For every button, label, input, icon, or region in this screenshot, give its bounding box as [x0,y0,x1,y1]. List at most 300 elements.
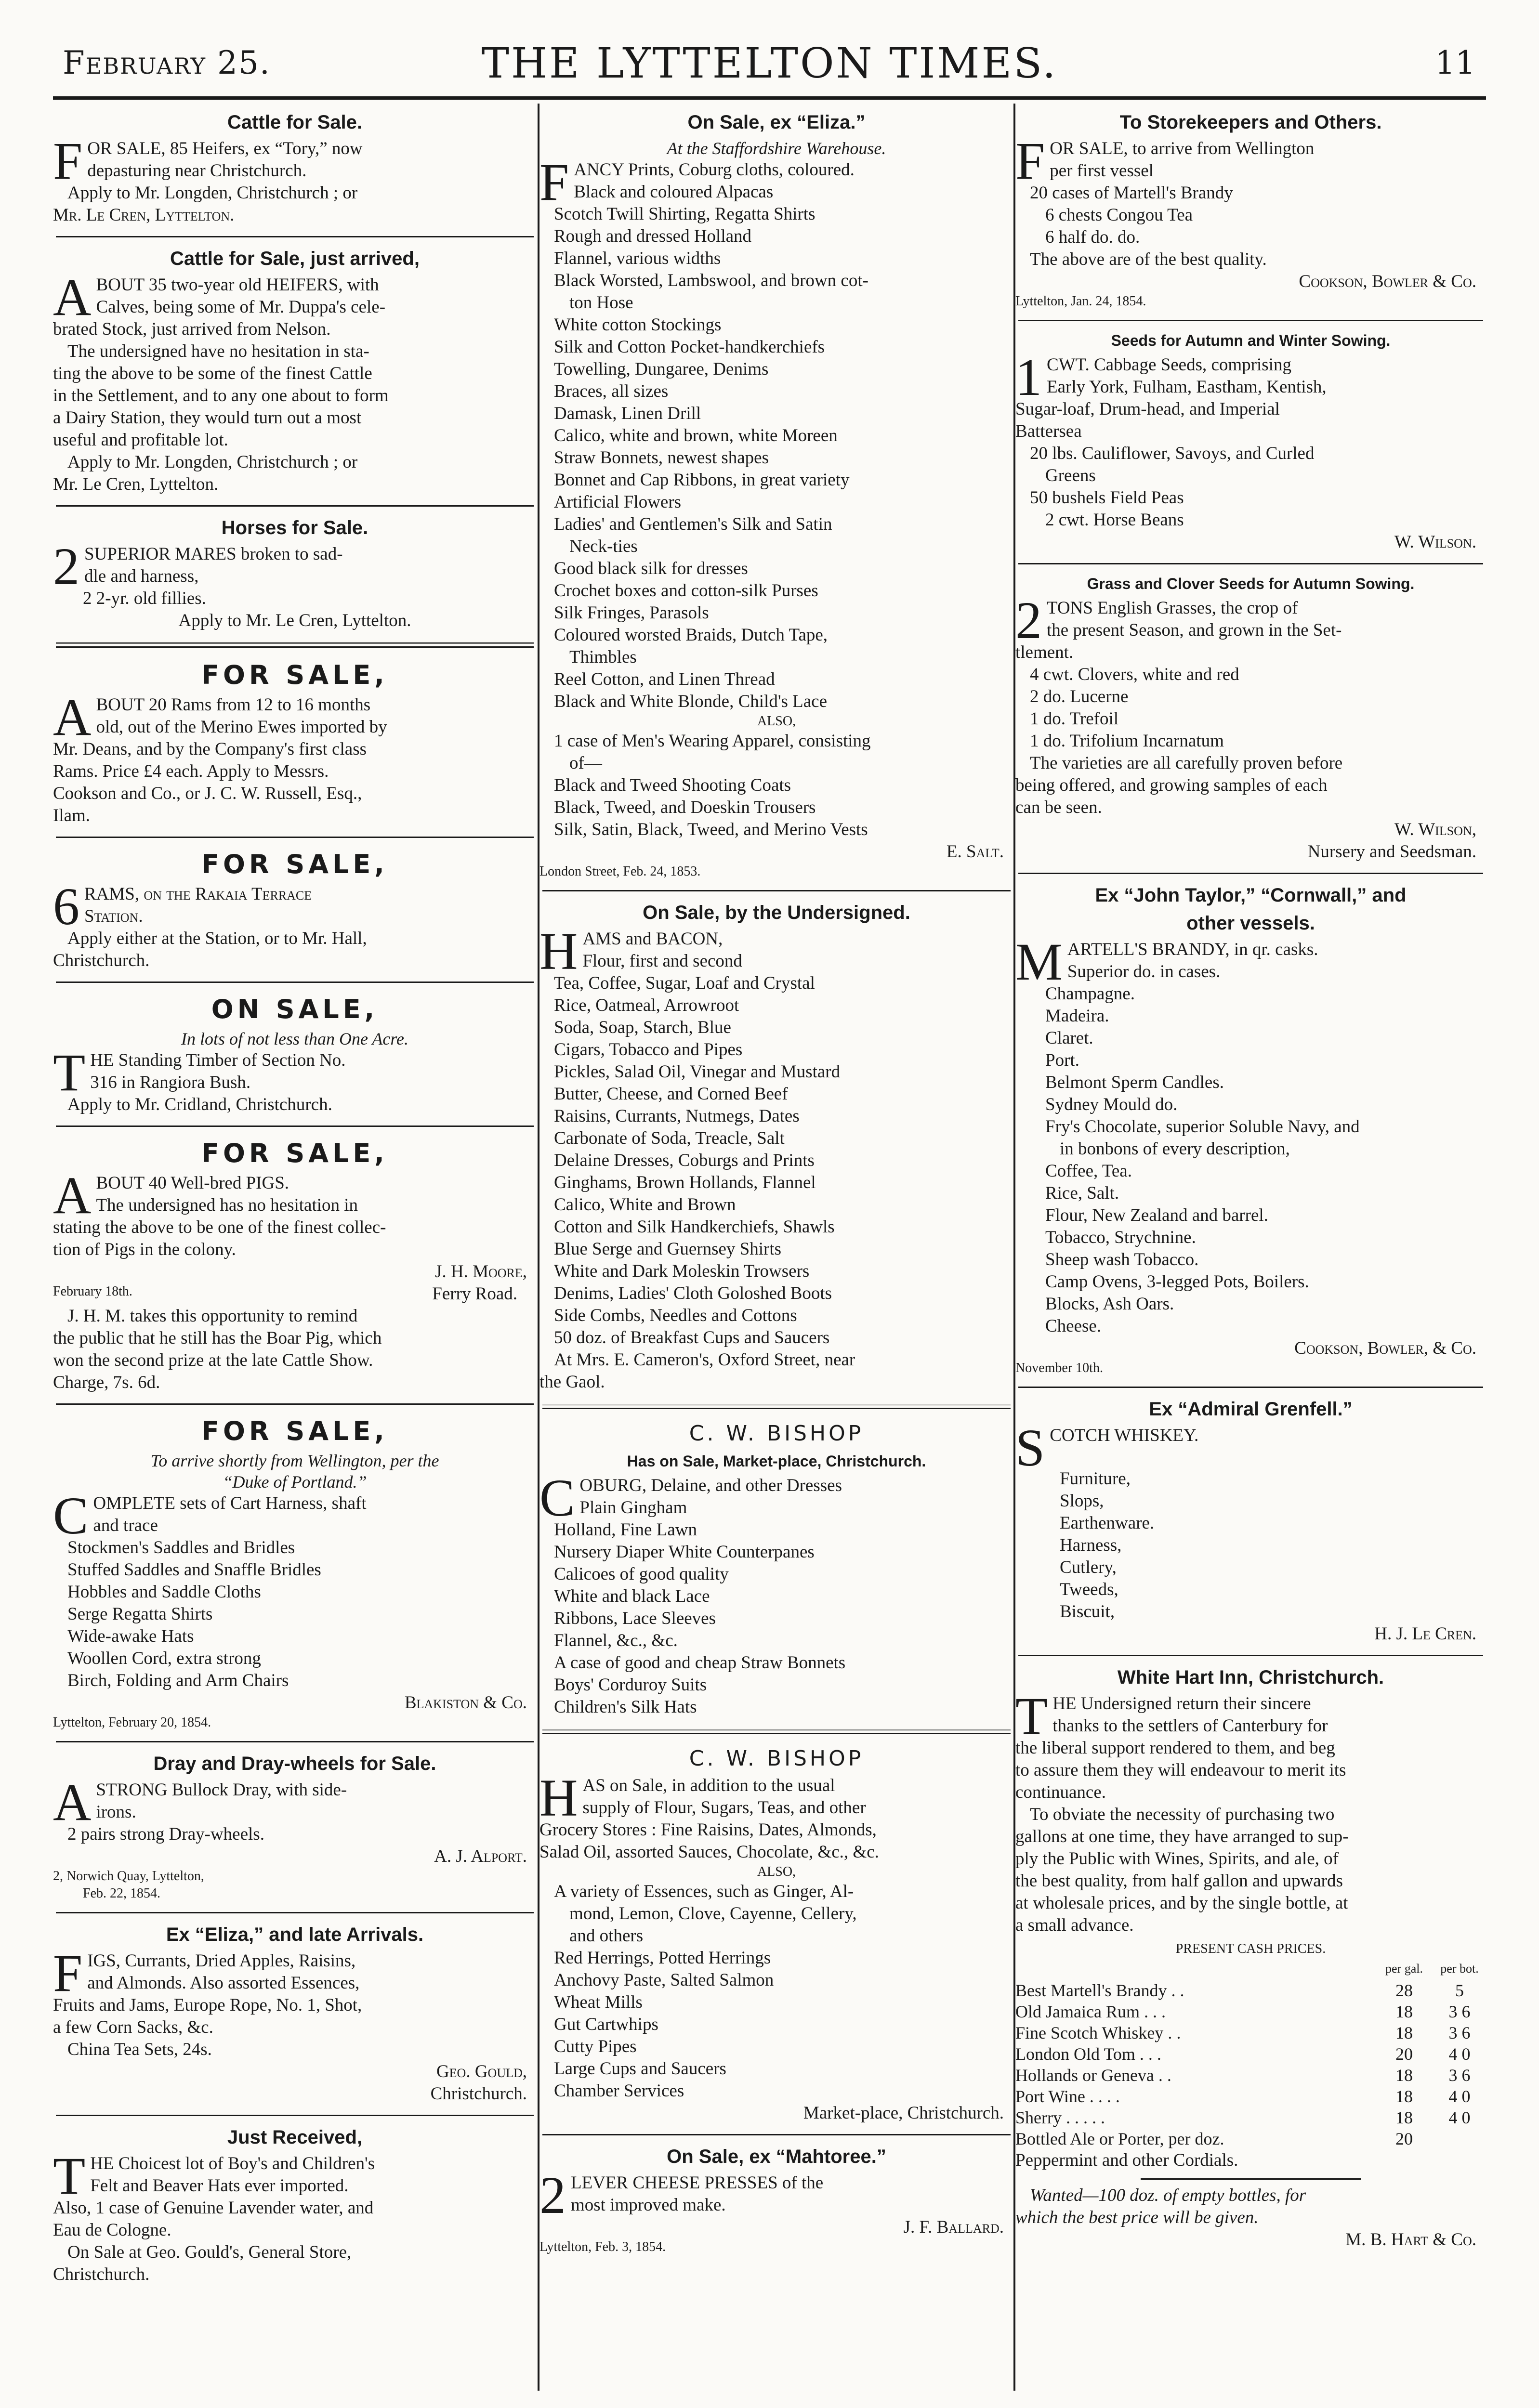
list-item: 2 do. Lucerne [1030,687,1129,707]
list-item: Cigars, Tobacco and Pipes [554,1040,743,1060]
list-item: Wide-awake Hats [67,1626,194,1646]
list-item: Calico, White and Brown [554,1195,736,1215]
ad-cattle-for-sale [53,105,537,231]
list-item: Serge Regatta Shirts [67,1604,213,1624]
divider [1018,320,1483,321]
list-item: Children's Silk Hats [554,1697,697,1717]
ad-heading: ON SALE, [211,994,379,1024]
ad-line: To obviate the necessity of purchasing two [1030,1805,1335,1824]
table-header-row [1015,1958,1486,1980]
ad-heading: On Sale, ex “Eliza.” [687,112,866,133]
divider [56,837,534,838]
ad-body [539,159,1013,203]
price-item-name: Port Wine [1015,2087,1085,2106]
list-item: Slops, [1060,1491,1104,1511]
table-header: per gal. [1385,1962,1423,1976]
ad-line: Mr. Le Cren, Lyttelton. [53,205,235,225]
divider [1018,873,1483,874]
price-item [1015,2128,1375,2149]
drop-cap: F [1015,138,1045,182]
divider [56,982,534,983]
list-item: Thimbles [569,647,637,667]
ad-line: Peppermint and other Cordials. [1015,2150,1238,2170]
ad-line: OR SALE, to arrive from Wellington [1050,139,1315,158]
ad-line: and trace [93,1516,158,1535]
price-per-gallon: 20 [1395,2129,1413,2148]
list-item: Claret. [1045,1028,1093,1048]
list-item: 50 bushels Field Peas [1030,488,1184,508]
ad-line: most improved make. [571,2195,726,2215]
ad-line: BOUT 40 Well-bred PIGS. [96,1173,289,1193]
list-item: Champagne. [1045,984,1135,1004]
price-per-gallon: 28 [1395,1981,1413,2000]
list-item: Rough and dressed Holland [554,226,752,246]
ad-line: ply the Public with Wines, Spirits, and ale, of [1015,1849,1339,1869]
ad-line: Apply to Mr. Cridland, Christchurch. [67,1095,332,1114]
ad-line: LEVER CHEESE PRESSES of the [571,2173,824,2193]
ad-john-taylor [1015,878,1486,1382]
ad-line: the present Season, and grown in the Set- [1047,620,1342,640]
price-item [1015,2022,1375,2043]
list-item: Butter, Cheese, and Corned Beef [554,1084,788,1104]
list-item: Hobbles and Saddle Cloths [67,1582,261,1602]
list-item: Ladies' and Gentlemen's Silk and Satin [554,514,832,534]
list-item: Black and Tweed Shooting Coats [554,775,791,795]
ad-signature: J. H. Moore, [434,1262,527,1282]
ad-heading: Dray and Dray-wheels for Sale. [153,1753,436,1774]
ad-heading: C. W. BISHOP [689,1421,864,1446]
ad-line: 316 in Rangiora Bush. [90,1073,251,1092]
table-row [1015,2086,1486,2107]
list-item: Sheep wash Tobacco. [1045,1250,1199,1269]
list-item: 20 lbs. Cauliflower, Savoys, and Curled [1030,444,1315,463]
ad-hats [53,2120,537,2290]
ad-line: Salad Oil, assorted Sauces, Chocolate, &c., &c. [539,1842,879,1862]
ad-heading: White Hart Inn, Christchurch. [1117,1667,1384,1688]
price-item-name: Sherry [1015,2108,1062,2127]
list-item: Flannel, &c., &c. [554,1631,678,1650]
ad-line: OMPLETE sets of Cart Harness, shaft [93,1493,367,1513]
ad-line: stating the above to be one of the finest collec- [53,1217,386,1237]
list-item: Braces, all sizes [554,381,669,401]
list-item: of— [569,753,602,773]
list-item: 4 cwt. Clovers, white and red [1030,665,1239,684]
ad-line: Battersea [1015,421,1082,441]
table-row [1015,2065,1486,2086]
ad-line: supply of Flour, Sugars, Teas, and other [582,1798,866,1818]
list-item: Denims, Ladies' Cloth Goloshed Boots [554,1283,832,1303]
price-per-gallon: 18 [1395,2023,1413,2042]
ad-line: On Sale at Geo. Gould's, General Store, [67,2242,352,2262]
ad-signature: W. Wilson, [1394,820,1476,839]
ad-signature: M. B. Hart & Co. [1345,2230,1476,2250]
ad-line: China Tea Sets, 24s. [67,2040,212,2059]
ad-body [53,2153,537,2197]
ad-line: a Dairy Station, they would turn out a most [53,408,362,428]
ad-line: gallons at one time, they have arranged to sup- [1015,1827,1349,1846]
price-item-name: Fine Scotch Whiskey [1015,2023,1164,2042]
divider [1018,563,1483,564]
price-per-bottle: 3 6 [1448,2066,1471,2085]
ad-line: thanks to the settlers of Canterbury for [1052,1716,1328,1736]
ad-heading: FOR SALE, [201,849,388,879]
ad-date: Lyttelton, Feb. 3, 1854. [539,2239,666,2254]
price-per-bottle: 3 6 [1448,2023,1471,2042]
ad-body [539,1475,1013,1519]
list-item: Belmont Sperm Candles. [1045,1073,1224,1092]
divider [56,1403,534,1405]
price-per-bottle: 5 [1455,1981,1464,2000]
drop-cap: A [53,274,92,318]
ad-heading: C. W. BISHOP [689,1746,864,1771]
price-list-title: PRESENT CASH PRICES. [1175,1941,1326,1956]
drop-cap: T [53,1049,86,1094]
ad-heading: On Sale, by the Undersigned. [643,902,910,923]
list-item: Nursery Diaper White Counterpanes [554,1542,815,1562]
ad-signature: E. Salt. [946,842,1004,862]
list-item: Greens [1045,466,1096,485]
list-item: Towelling, Dungaree, Denims [554,359,769,379]
ad-cheese-presses [539,2139,1013,2261]
ad-body [53,543,537,588]
ad-heading: Cattle for Sale. [227,112,363,133]
list-item: Cutty Pipes [554,2037,637,2056]
ad-line: Plain Gingham [579,1498,687,1518]
ad-body [53,1779,537,1823]
ad-body [53,883,537,928]
ad-heading: Grass and Clover Seeds for Autumn Sowing. [1087,575,1415,592]
list-item: Holland, Fine Lawn [554,1520,697,1540]
price-per-bottle: 4 0 [1448,2087,1471,2106]
ad-line: the Gaol. [539,1372,605,1392]
ad-line: AMS and BACON, [582,929,723,949]
ad-heading: On Sale, ex “Mahtoree.” [667,2146,886,2167]
ad-address: Nursery and Seedsman. [1307,842,1476,862]
list-item: Crochet boxes and cotton-silk Purses [554,581,818,601]
list-item: Cotton and Silk Handkerchiefs, Shawls [554,1217,835,1237]
ad-line: Mr. Le Cren, Lyttelton. [53,474,219,494]
list-item: 6 half do. do. [1045,227,1140,247]
ad-line: COTCH WHISKEY. [1050,1426,1199,1445]
divider [56,1125,534,1127]
drop-cap: H [539,1775,578,1819]
list-item: Scotch Twill Shirting, Regatta Shirts [554,204,816,224]
ad-line: Apply either at the Station, or to Mr. Hall, [67,929,367,948]
drop-cap: F [53,138,83,182]
drop-cap: 1 [1015,354,1042,406]
ad-line: continuance. [1015,1782,1106,1802]
drop-cap: T [1015,1693,1048,1737]
list-item: Flannel, various widths [554,249,721,268]
ad-heading: Seeds for Autumn and Winter Sowing. [1111,332,1391,349]
ad-line: Station. [84,906,143,926]
divider [542,1404,1011,1409]
ad-heading: other vessels. [1186,913,1315,934]
list-item: A case of good and cheap Straw Bonnets [554,1653,846,1673]
divider [542,1729,1011,1734]
ad-line: tlement. [1015,642,1074,662]
ad-line: OBURG, Delaine, and other Dresses [579,1476,842,1495]
list-item: Ribbons, Lace Sleeves [554,1609,716,1628]
list-item: Calico, white and brown, white Moreen [554,426,838,445]
list-item: and others [569,1926,644,1946]
list-item: Sydney Mould do. [1045,1095,1178,1114]
ad-line: HE Standing Timber of Section No. [90,1050,346,1070]
leader-dots: . . . [1139,2044,1161,2064]
list-item: 2 cwt. Horse Beans [1045,510,1184,530]
list-item: 1 case of Men's Wearing Apparel, consisting [554,731,871,751]
divider [1018,1655,1483,1656]
ad-body [53,1172,537,1217]
ad-body [53,694,537,738]
list-item: Coffee, Tea. [1045,1161,1132,1181]
ad-body [1015,354,1486,443]
price-item-name: Best Martell's Brandy [1015,1981,1167,2000]
divider [542,890,1011,891]
ad-body [539,1775,1013,1819]
ad-heading: FOR SALE, [201,1416,388,1446]
ad-address: 2, Norwich Quay, Lyttelton, [53,1869,204,1884]
price-table [1015,1958,1486,2149]
ad-line: Fruits and Jams, Europe Rope, No. 1, Shot, [53,1995,362,2015]
list-item: Calicoes of good quality [554,1564,729,1584]
list-item: Artificial Flowers [554,492,682,512]
column-1 [53,105,537,2395]
divider [56,1741,534,1742]
ad-grass-seeds [1015,568,1486,868]
ad-date: November 10th. [1015,1361,1103,1375]
list-item: Ginghams, Brown Hollands, Flannel [554,1173,816,1192]
list-item: Furniture, [1060,1469,1131,1489]
ad-address: Christchurch. [430,2084,527,2104]
price-per-bottle: 3 6 [1448,2002,1471,2021]
list-item: Cheese. [1045,1316,1102,1336]
masthead [53,35,1486,92]
ad-body [53,1049,537,1094]
list-item: Tea, Coffee, Sugar, Loaf and Crystal [554,973,815,993]
ad-line: Mr. Deans, and by the Company's first class [53,739,367,759]
ad-horses [53,510,537,637]
ad-heading: Just Received, [227,2127,363,2148]
ad-line: in the Settlement, and to any one about to form [53,386,389,406]
table-row [1015,2022,1486,2043]
list-item: Woollen Cord, extra strong [67,1649,261,1668]
ad-line: The undersigned has no hesitation in [96,1195,358,1215]
list-item: Large Cups and Saucers [554,2059,726,2079]
ad-line: The above are of the best quality. [1030,249,1267,269]
list-item: Stockmen's Saddles and Bridles [67,1538,295,1557]
ad-line: At Mrs. E. Cameron's, Oxford Street, near [554,1350,855,1370]
list-item: Boys' Corduroy Suits [554,1675,707,1695]
list-item: Rice, Salt. [1045,1183,1119,1203]
ad-line: brated Stock, just arrived from Nelson. [53,319,331,339]
list-item: ton Hose [569,293,633,313]
drop-cap: 2 [539,2172,566,2216]
ad-line: to assure them they will endeavour to merit its [1015,1760,1346,1780]
list-item: Blocks, Ash Oars. [1045,1294,1174,1314]
list-item: Tweeds, [1060,1580,1118,1599]
drop-cap: F [539,159,569,203]
ad-date: February 18th. [53,1284,132,1299]
drop-cap: 2 [1015,597,1042,650]
ad-line: won the second prize at the late Cattle Show. [53,1350,373,1370]
divider [56,236,534,237]
ad-white-hart-inn [1015,1660,1486,2256]
list-item: Reel Cotton, and Linen Thread [554,669,775,689]
leader-dots: . . [1168,2023,1181,2042]
ad-line: the liberal support rendered to them, and beg [1015,1738,1335,1758]
ad-line: BOUT 35 two-year old HEIFERS, with [96,275,379,295]
ad-line: Flour, first and second [582,951,742,971]
table-row [1015,2107,1486,2128]
ad-date: Lyttelton, Jan. 24, 1854. [1015,294,1146,309]
drop-cap: C [53,1492,89,1537]
ad-signature: J. F. Ballard. [903,2217,1004,2237]
ad-line: the best quality, from half gallon and upwards [1015,1871,1343,1891]
price-item [1015,2107,1375,2128]
list-item: Madeira. [1045,1006,1109,1026]
ad-line: which the best price will be given. [1015,2208,1259,2227]
ad-subheading: In lots of not less than One Acre. [181,1029,408,1048]
price-item [1015,1980,1375,2001]
table-row [1015,2043,1486,2065]
ad-line: J. H. M. takes this opportunity to remind [67,1306,358,1326]
list-item: Chamber Services [554,2081,684,2101]
ad-signature: Geo. Gould, [436,2062,527,2081]
ad-line: SUPERIOR MARES broken to sad- [84,544,343,564]
ad-heading: Ex “John Taylor,” “Cornwall,” and [1095,885,1407,906]
ad-also: ALSO, [757,1864,796,1879]
column-3 [1015,105,1486,2395]
drop-cap: M [1015,939,1063,983]
ad-staffordshire-warehouse [539,105,1013,885]
ad-line: IGS, Currants, Dried Apples, Raisins, [87,1951,356,1971]
ad-body [53,274,537,318]
drop-cap: H [539,928,578,972]
ad-line: useful and profitable lot. [53,430,228,450]
list-item: Blue Serge and Guernsey Shirts [554,1239,782,1259]
list-item: Raisins, Currants, Nutmegs, Dates [554,1106,800,1126]
ad-line: Wanted—100 doz. of empty bottles, for [1030,2186,1306,2205]
price-per-gallon: 18 [1395,2002,1413,2021]
ad-signature: Cookson, Bowler & Co. [1299,272,1476,291]
ad-line: STRONG Bullock Dray, with side- [96,1780,347,1800]
list-item: 1 do. Trefoil [1030,709,1119,729]
ad-dray [53,1746,537,1907]
ad-line: being offered, and growing samples of each [1015,775,1328,795]
ad-eliza-arrivals [53,1917,537,2110]
list-item: Neck-ties [569,537,638,556]
list-item: Earthenware. [1060,1513,1155,1533]
newspaper-title: THE LYTTELTON TIMES. [481,39,1058,88]
price-per-gallon: 18 [1395,2066,1413,2085]
divider [56,505,534,507]
list-item: 50 doz. of Breakfast Cups and Saucers [554,1328,830,1348]
divider [56,642,534,648]
list-item: Black, Tweed, and Doeskin Trousers [554,798,816,817]
leader-dots: . . [1158,2066,1171,2085]
ad-bishop-groceries [539,1739,1013,2129]
ad-line: old, out of the Merino Ewes imported by [96,717,387,737]
list-item: mond, Lemon, Clove, Cayenne, Cellery, [569,1904,857,1924]
ad-line: Christchurch. [53,951,150,970]
price-per-bottle: 4 0 [1448,2108,1471,2127]
leader-dots: . . . . [1089,2087,1120,2106]
ad-subheading: At the Staffordshire Warehouse. [667,139,886,158]
ad-signature: Cookson, Bowler, & Co. [1294,1338,1476,1358]
ad-line: Apply to Mr. Le Cren, Lyttelton. [178,611,411,630]
list-item: 1 do. Trifolium Incarnatum [1030,731,1224,751]
list-item: Silk and Cotton Pocket-handkerchiefs [554,337,825,357]
ad-seeds [1015,325,1486,558]
list-item: Carbonate of Soda, Treacle, Salt [554,1128,785,1148]
column-2 [539,105,1013,2395]
price-per-bottle: 4 0 [1448,2044,1471,2064]
ad-heading: Horses for Sale. [221,517,368,538]
short-divider [1141,2178,1361,2180]
price-item-name: Bottled Ale or Porter, per doz. [1015,2129,1224,2148]
list-item: 20 cases of Martell's Brandy [1030,183,1233,203]
ad-line: Cookson and Co., or J. C. W. Russell, Esq., [53,784,362,803]
ad-body [53,1950,537,1994]
ad-line: dle and harness, [84,566,199,586]
list-item: Wheat Mills [554,1992,643,2012]
ad-subheading: “Duke of Portland.” [223,1472,367,1492]
ad-heading: FOR SALE, [201,1138,388,1168]
ad-scotch-whiskey [1015,1392,1486,1650]
ad-body [53,1492,537,1537]
ad-line: Calves, being some of Mr. Duppa's cele- [96,297,386,317]
ad-line: OR SALE, 85 Heifers, ex “Tory,” now [87,139,363,158]
list-item: Good black silk for dresses [554,559,748,578]
ad-body [1015,1693,1486,1737]
issue-date: February 25. [63,44,271,81]
ad-line: a small advance. [1015,1915,1134,1935]
table-header [1015,1958,1375,1980]
ad-line: CWT. Cabbage Seeds, comprising [1047,355,1291,375]
ad-pigs [53,1131,537,1399]
ad-line: 2 pairs strong Dray-wheels. [67,1824,264,1844]
table-row [1015,1980,1486,2001]
price-item-name: Old Jamaica Rum [1015,2002,1140,2021]
ad-line: the public that he still has the Boar Pig, which [53,1328,382,1348]
list-item: A variety of Essences, such as Ginger, Al- [554,1882,854,1901]
ad-date-row [53,1283,537,1305]
ad-heading: Ex “Eliza,” and late Arrivals. [166,1924,424,1945]
ad-line: irons. [96,1802,136,1822]
ad-address: Ferry Road. [432,1284,517,1304]
list-item: Birch, Folding and Arm Chairs [67,1671,289,1690]
ad-line: Apply to Mr. Longden, Christchurch ; or [67,452,358,472]
price-per-gallon: 18 [1395,2108,1413,2127]
ad-heifers [53,241,537,500]
list-item: White and Dark Moleskin Trowsers [554,1261,810,1281]
ad-line: at wholesale prices, and by the single bottle, at [1015,1893,1348,1913]
price-per-bottle [1433,2128,1486,2149]
price-item [1015,2065,1375,2086]
drop-cap: F [53,1950,83,1994]
drop-cap: A [53,694,92,738]
ad-line: BOUT 20 Rams from 12 to 16 months [96,695,371,715]
divider [542,2134,1011,2135]
ad-line: depasturing near Christchurch. [87,161,307,181]
price-item [1015,2001,1375,2022]
ad-body [1015,1425,1486,1468]
ad-body [53,138,537,182]
ad-heading: FOR SALE, [201,660,388,690]
list-item: Silk Fringes, Parasols [554,603,709,623]
price-item-name: Hollands or Geneva [1015,2066,1154,2085]
